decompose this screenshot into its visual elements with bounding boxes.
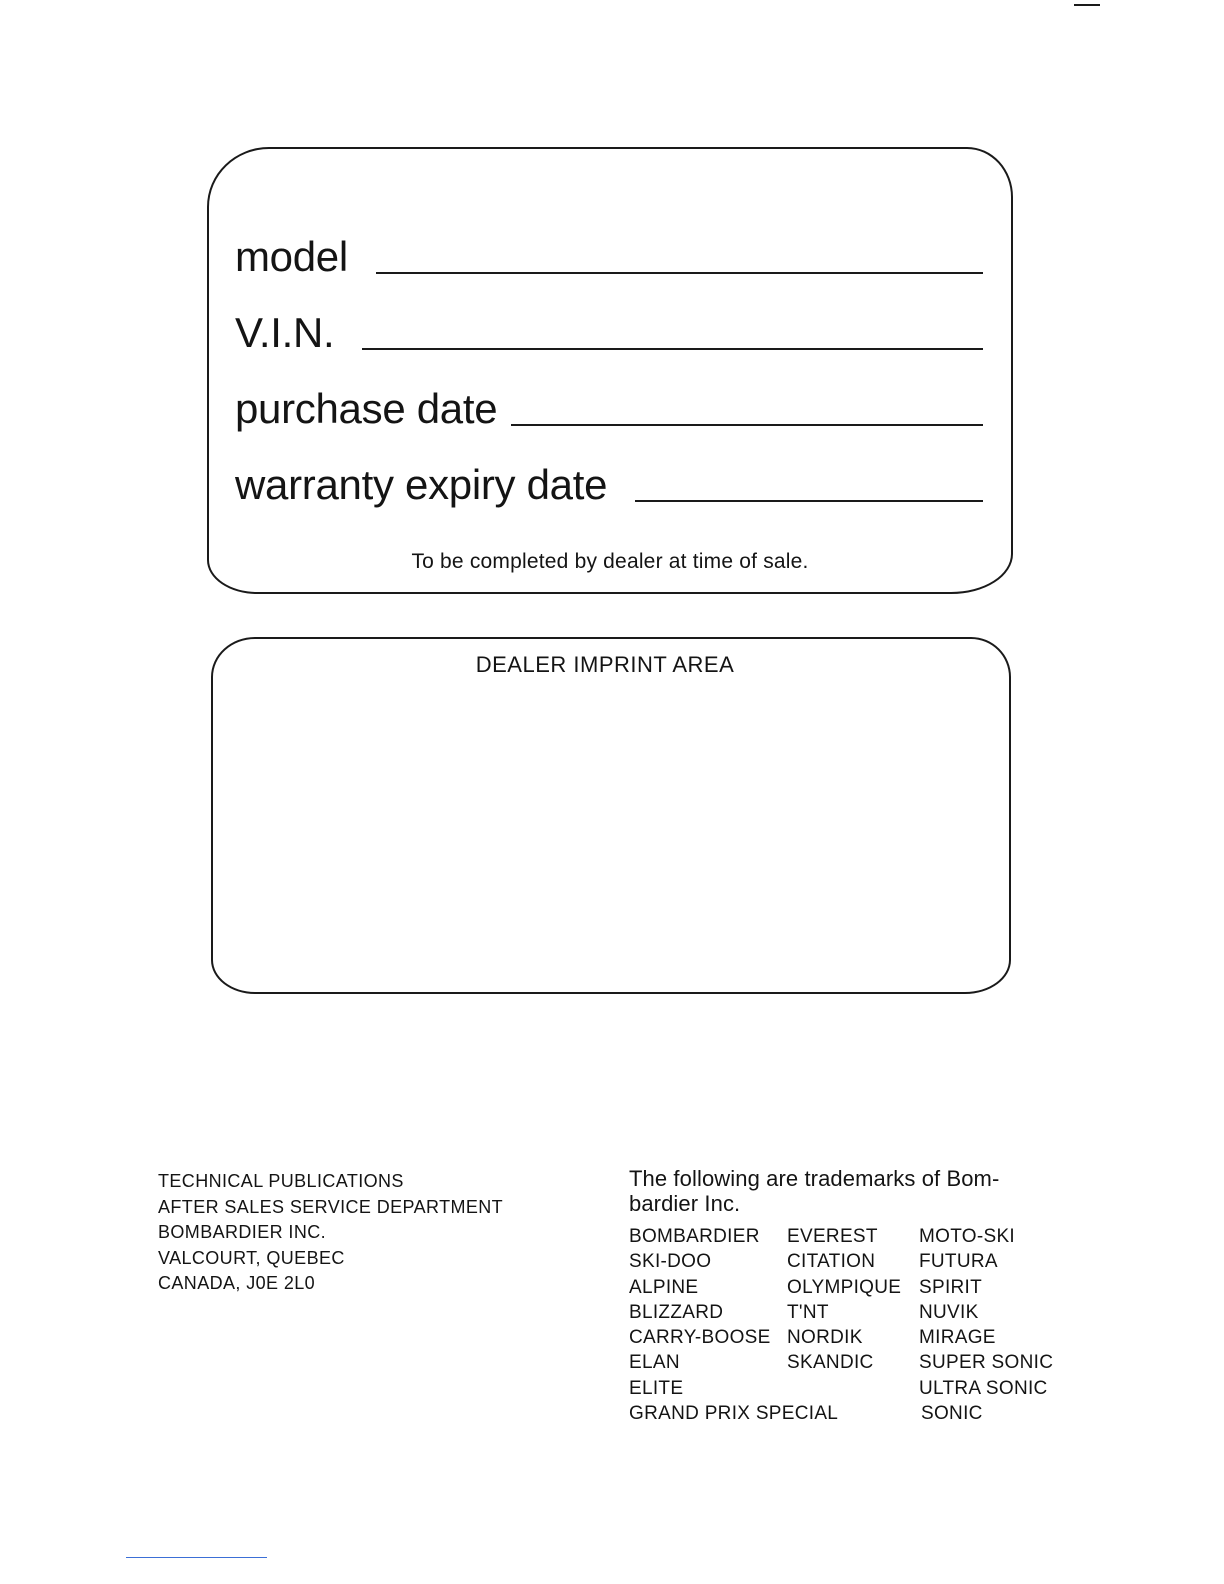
trademark-item: SONIC bbox=[921, 1403, 983, 1425]
trademark-item: MOTO-SKI bbox=[919, 1226, 1015, 1247]
model-fill-line[interactable] bbox=[376, 272, 983, 274]
trademark-item: CITATION bbox=[787, 1251, 876, 1273]
address-line: CANADA, J0E 2L0 bbox=[158, 1273, 316, 1293]
trademark-item: FUTURA bbox=[919, 1251, 998, 1273]
trademark-item: CARRY-BOOSE bbox=[629, 1327, 771, 1349]
publisher-address bbox=[158, 1169, 503, 1297]
dealer-imprint-title: DEALER IMPRINT AREA bbox=[475, 652, 735, 677]
purchase-date-label: purchase date bbox=[235, 385, 498, 432]
trademark-row bbox=[629, 1224, 1069, 1249]
trademark-item: SKANDIC bbox=[787, 1352, 874, 1374]
dealer-completion-note: To be completed by dealer at time of sale. bbox=[411, 550, 809, 573]
warranty-expiry-date-fill-line[interactable] bbox=[635, 500, 983, 502]
trademark-item: BLIZZARD bbox=[629, 1301, 724, 1323]
model-field[interactable] bbox=[235, 222, 983, 282]
trademark-item: BOMBARDIER bbox=[629, 1226, 760, 1247]
trademarks-heading-line: bardier Inc. bbox=[629, 1191, 741, 1216]
trademark-row bbox=[629, 1275, 1069, 1300]
warranty-expiry-date-label: warranty expiry date bbox=[235, 461, 608, 508]
trademark-row bbox=[629, 1325, 1069, 1350]
trademarks-list bbox=[629, 1224, 1069, 1426]
trademark-item: GRAND PRIX SPECIAL bbox=[629, 1403, 839, 1425]
vin-field[interactable] bbox=[235, 298, 983, 358]
trademark-item: SPIRIT bbox=[919, 1276, 983, 1298]
trademark-item: NUVIK bbox=[919, 1301, 979, 1323]
trademark-item: ULTRA SONIC bbox=[919, 1377, 1048, 1399]
trademark-row bbox=[629, 1249, 1069, 1274]
trademark-item: ELAN bbox=[629, 1352, 680, 1374]
trademark-item: ELITE bbox=[629, 1377, 684, 1399]
address-line: BOMBARDIER INC. bbox=[158, 1222, 327, 1242]
page-bottom-rule bbox=[126, 1557, 267, 1558]
vin-fill-line[interactable] bbox=[362, 348, 983, 350]
trademark-row bbox=[629, 1300, 1069, 1325]
page-corner-dash bbox=[1074, 4, 1100, 6]
trademarks-heading-line: The following are trademarks of Bom- bbox=[629, 1166, 1000, 1191]
trademark-item: OLYMPIQUE bbox=[787, 1276, 902, 1298]
trademark-item: MIRAGE bbox=[919, 1327, 996, 1349]
trademark-item: NORDIK bbox=[787, 1327, 863, 1349]
model-label: model bbox=[235, 233, 348, 280]
vehicle-info-card bbox=[207, 147, 1013, 594]
trademark-item: ALPINE bbox=[629, 1276, 699, 1298]
trademark-row bbox=[629, 1376, 1069, 1401]
address-line: TECHNICAL PUBLICATIONS bbox=[158, 1171, 404, 1191]
dealer-imprint-box bbox=[211, 637, 1011, 994]
address-line: AFTER SALES SERVICE DEPARTMENT bbox=[158, 1196, 504, 1217]
trademark-row bbox=[629, 1350, 1069, 1375]
trademark-item: EVEREST bbox=[787, 1226, 878, 1247]
address-line: VALCOURT, QUEBEC bbox=[158, 1247, 345, 1268]
trademarks-heading bbox=[629, 1166, 1069, 1216]
purchase-date-field[interactable] bbox=[235, 374, 983, 434]
trademark-item: SUPER SONIC bbox=[919, 1352, 1054, 1374]
trademark-item: SKI-DOO bbox=[629, 1251, 712, 1273]
purchase-date-fill-line[interactable] bbox=[511, 424, 983, 426]
trademark-row bbox=[629, 1401, 1069, 1426]
trademark-item: T'NT bbox=[787, 1301, 829, 1323]
warranty-expiry-date-field[interactable] bbox=[235, 450, 983, 510]
vin-label: V.I.N. bbox=[235, 309, 335, 356]
